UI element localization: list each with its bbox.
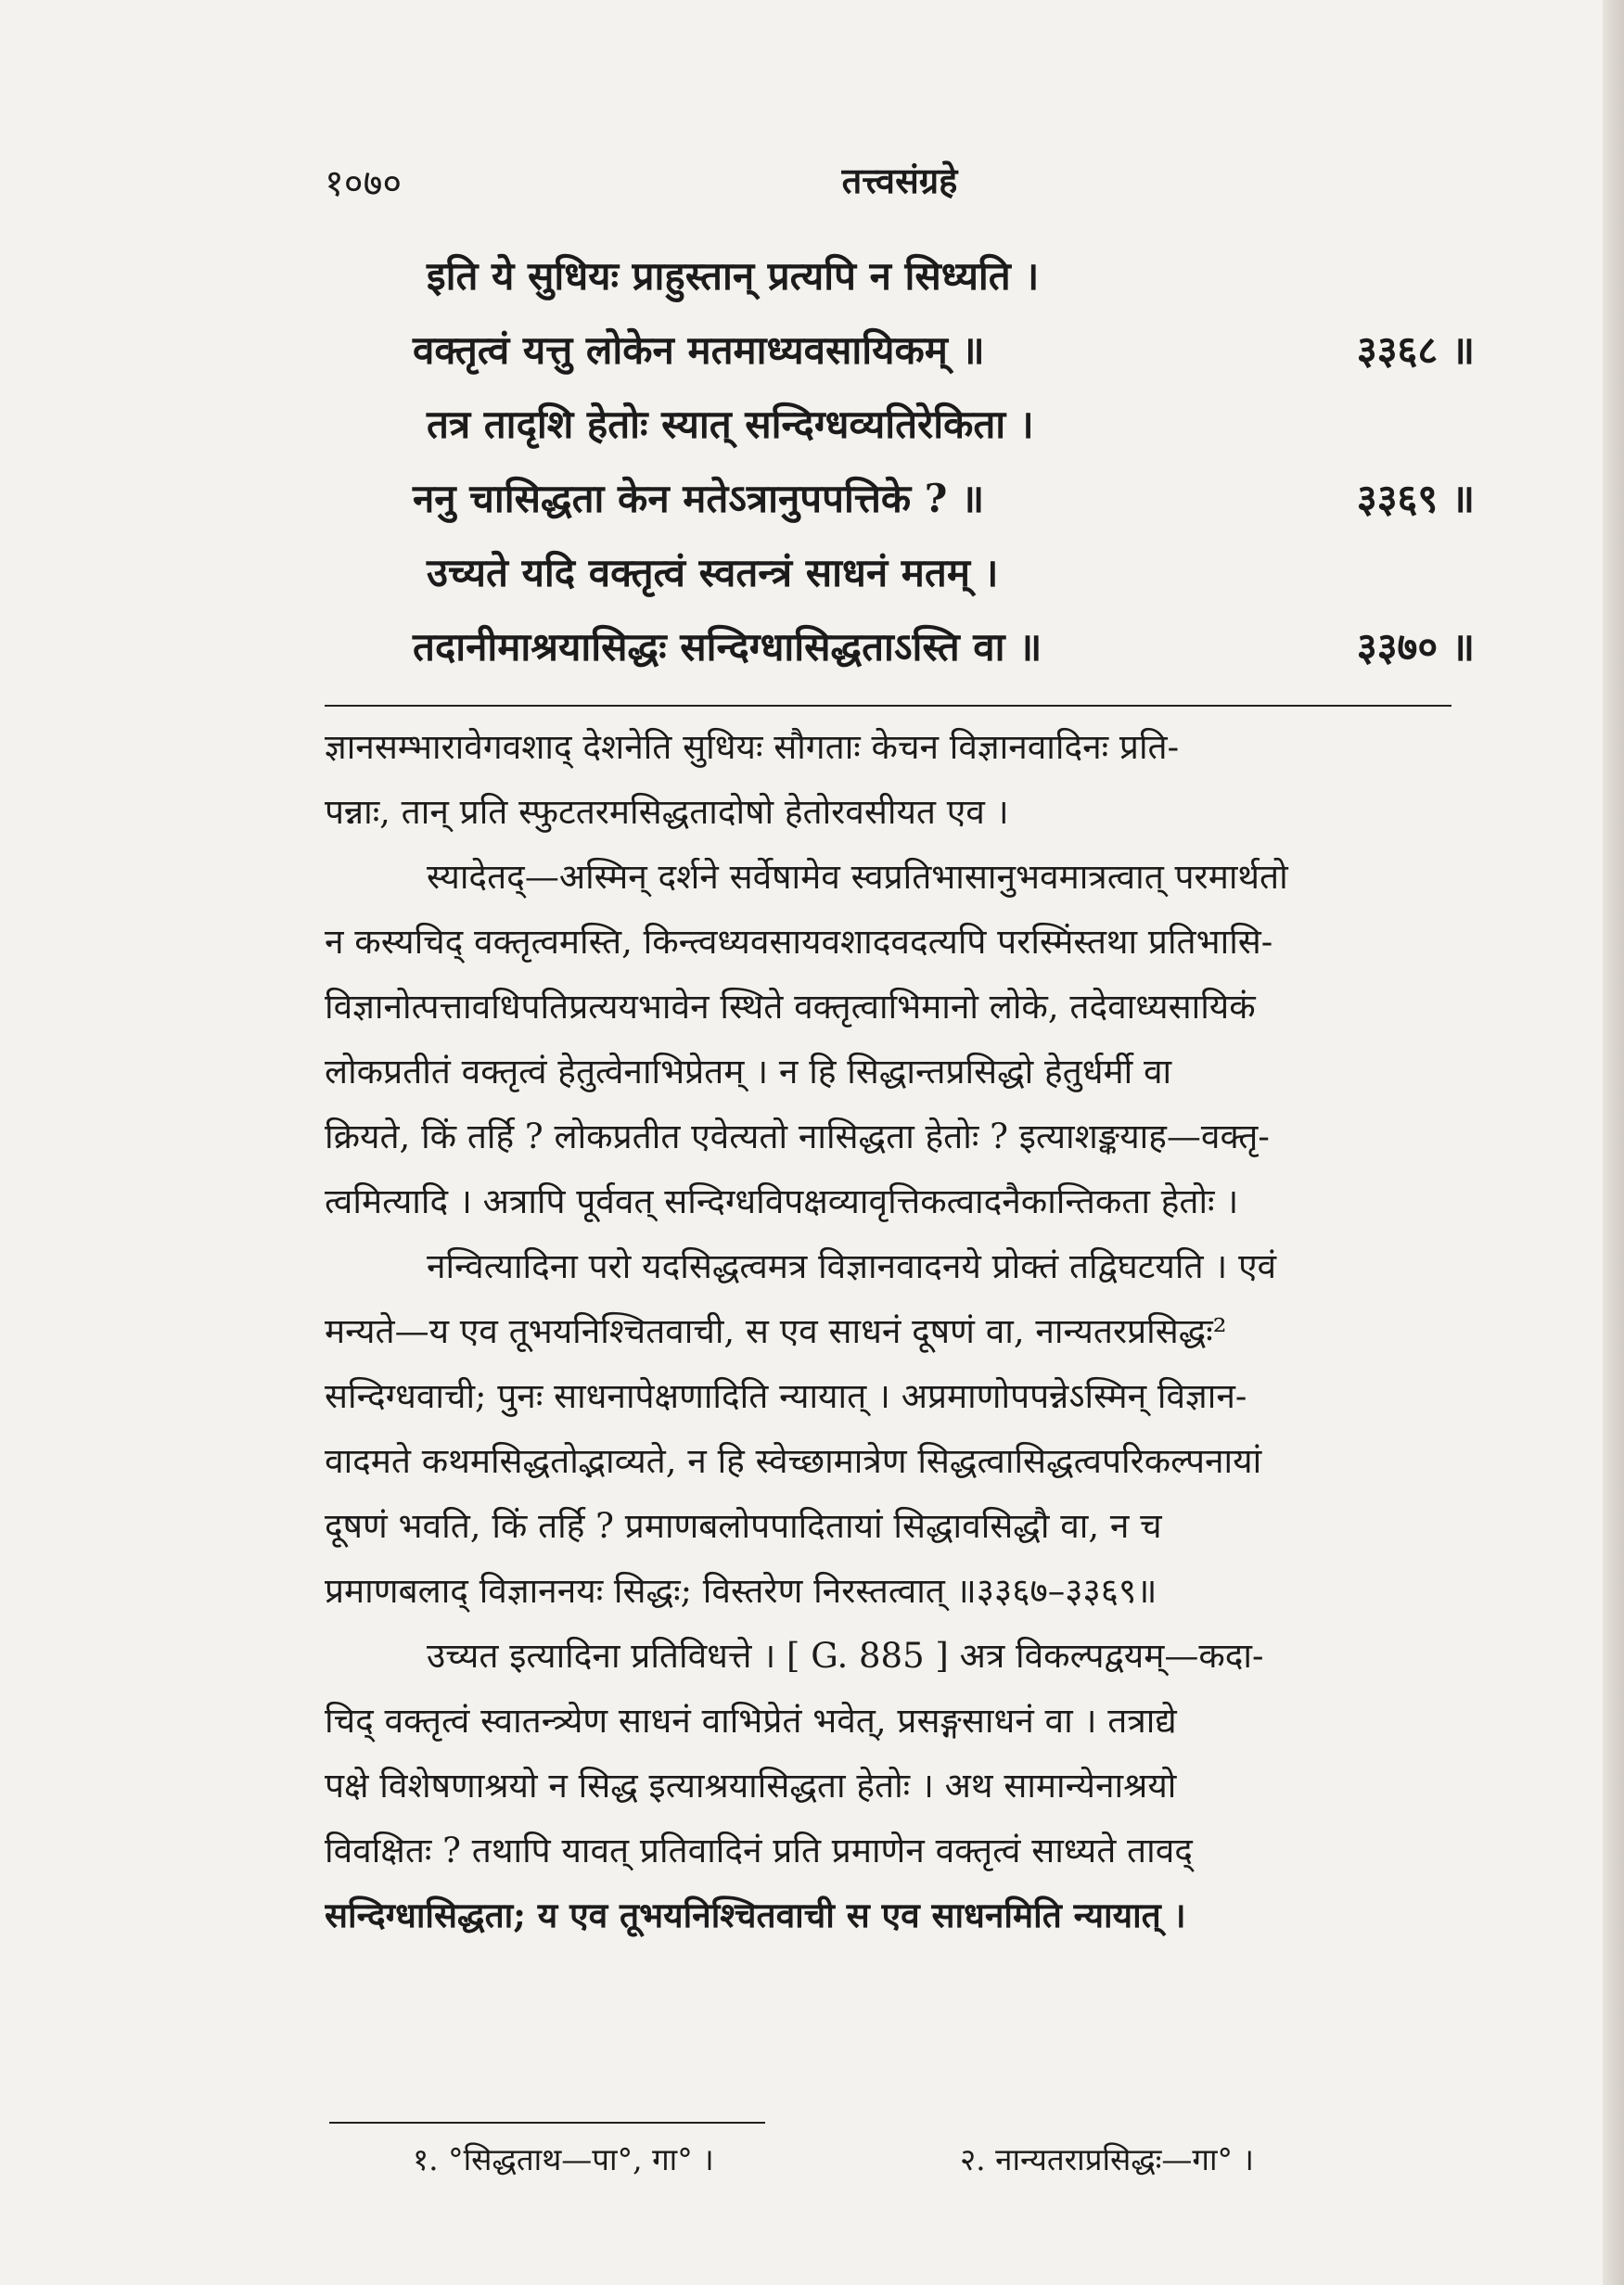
verse-text: ननु चासिद्धता केन मतेऽत्रानुपपत्तिके ? ॥ bbox=[413, 476, 985, 521]
commentary-line: पन्नाः, तान् प्रति स्फुटतरमसिद्धतादोषो हेतोरवसीयत एव । bbox=[325, 792, 1009, 832]
verse-text: तदानीमाश्रयासिद्धः सन्दिग्धासिद्धताऽस्ति वा ॥ bbox=[413, 624, 1042, 670]
page-header bbox=[325, 156, 1447, 211]
verse-line bbox=[325, 545, 1475, 603]
commentary-line: क्रियते, किं तर्हि ? लोकप्रतीत एवेत्यतो नासिद्धता हेतोः ? इत्याशङ्कयाह—वक्तृ- bbox=[325, 1117, 1270, 1156]
commentary-line: मन्यते—य एव तूभयनिश्चितवाची, स एव साधनं दूषणं वा, नान्यतरप्रसिद्धः² bbox=[325, 1311, 1227, 1351]
verse-line bbox=[325, 323, 1475, 380]
commentary-line: न कस्यचिद् वक्तृत्वमस्ति, किन्त्वध्यवसायवशादवदत्यपि परस्मिंस्तथा प्रतिभासि- bbox=[325, 922, 1273, 962]
running-title: तत्त्वसंग्रहे bbox=[841, 160, 958, 201]
commentary-line: उच्यत इत्यादिना प्रतिविधत्ते । [ G. 885 ] अत्र विकल्पद्वयम्—कदा- bbox=[427, 1636, 1264, 1676]
page-edge-shadow bbox=[1603, 0, 1624, 2285]
verse-number: ३३६९ ॥ bbox=[1356, 476, 1475, 521]
commentary-line: लोकप्रतीतं वक्तृत्वं हेतुत्वेनाभिप्रेतम् । न हि सिद्धान्तप्रसिद्धो हेतुर्धर्मी वा bbox=[325, 1052, 1172, 1091]
commentary-line: विज्ञानोत्पत्तावधिपतिप्रत्ययभावेन स्थिते वक्तृत्वाभिमानो लोके, तदेवाध्यसायिकं bbox=[325, 987, 1256, 1027]
verse-number: ३३७० ॥ bbox=[1356, 624, 1475, 670]
page-number: १०७० bbox=[325, 162, 403, 205]
verse-text: उच्यते यदि वक्तृत्वं स्वतन्त्रं साधनं मतम् । bbox=[427, 550, 999, 595]
commentary-line: स्यादेतद्—अस्मिन् दर्शने सर्वेषामेव स्वप्रतिभासानुभवमात्रत्वात् परमार्थतो bbox=[427, 857, 1288, 897]
verse-text: वक्तृत्वं यत्तु लोकेन मतमाध्यवसायिकम् ॥ bbox=[413, 327, 985, 373]
commentary-line: वादमते कथमसिद्धतोद्भाव्यते, न हि स्वेच्छामात्रेण सिद्धत्वासिद्धत्वपरिकल्पनायां bbox=[325, 1441, 1262, 1481]
commentary-line: चिद् वक्तृत्वं स्वातन्त्र्येण साधनं वाभिप्रेतं भवेत्, प्रसङ्गसाधनं वा । तत्राद्ये bbox=[325, 1701, 1177, 1741]
commentary-line: नन्वित्यादिना परो यदसिद्धत्वमत्र विज्ञानवादनये प्रोक्तं तद्विघटयति । एवं bbox=[427, 1246, 1277, 1286]
commentary-line: प्रमाणबलाद् विज्ञाननयः सिद्धः; विस्तरेण निरस्तत्वात् ॥३३६७–३३६९॥ bbox=[325, 1571, 1157, 1611]
commentary-line: सन्दिग्धासिद्धता; य एव तूभयनिश्चितवाची स एव साधनमिति न्यायात् । bbox=[325, 1895, 1186, 1935]
footnote: २. नान्यतराप्रसिद्धः—गा° । bbox=[960, 2141, 1255, 2177]
commentary-line: पक्षे विशेषणाश्रयो न सिद्ध इत्याश्रयासिद्धता हेतोः । अथ सामान्येनाश्रयो bbox=[325, 1766, 1177, 1806]
verse-text: तत्र तादृशि हेतोः स्यात् सन्दिग्धव्यतिरेकिता । bbox=[427, 402, 1034, 447]
verse-text: इति ये सुधियः प्राहुस्तान् प्रत्यपि न सिध्यति । bbox=[427, 253, 1040, 299]
commentary-line: सन्दिग्धवाची; पुनः साधनापेक्षणादिति न्यायात् । अप्रमाणोपपन्नेऽस्मिन् विज्ञान- bbox=[325, 1376, 1247, 1416]
commentary-line: त्वमित्यादि । अत्रापि पूर्ववत् सन्दिग्धविपक्षव्यावृत्तिकत्वादनैकान्तिकता हेतोः । bbox=[325, 1181, 1239, 1221]
commentary-line: ज्ञानसम्भारावेगवशाद् देशनेति सुधियः सौगताः केचन विज्ञानवादिनः प्रति- bbox=[325, 727, 1180, 767]
verse-number: ३३६८ ॥ bbox=[1356, 327, 1475, 373]
footnote-divider bbox=[329, 2122, 765, 2124]
section-divider bbox=[325, 705, 1451, 707]
commentary-line: विवक्षितः ? तथापि यावत् प्रतिवादिनं प्रति प्रमाणेन वक्तृत्वं साध्यते तावद् bbox=[325, 1831, 1193, 1870]
footnotes bbox=[413, 2138, 1451, 2186]
footnote: १. °सिद्धताथ—पा°, गा° । bbox=[413, 2141, 714, 2177]
commentary-line: दूषणं भवति, किं तर्हि ? प्रमाणबलोपपादितायां सिद्धावसिद्धौ वा, न च bbox=[325, 1506, 1162, 1546]
verse-line bbox=[325, 249, 1475, 306]
verse-line bbox=[325, 619, 1475, 677]
verse-line bbox=[325, 471, 1475, 529]
verse-line bbox=[325, 397, 1475, 454]
